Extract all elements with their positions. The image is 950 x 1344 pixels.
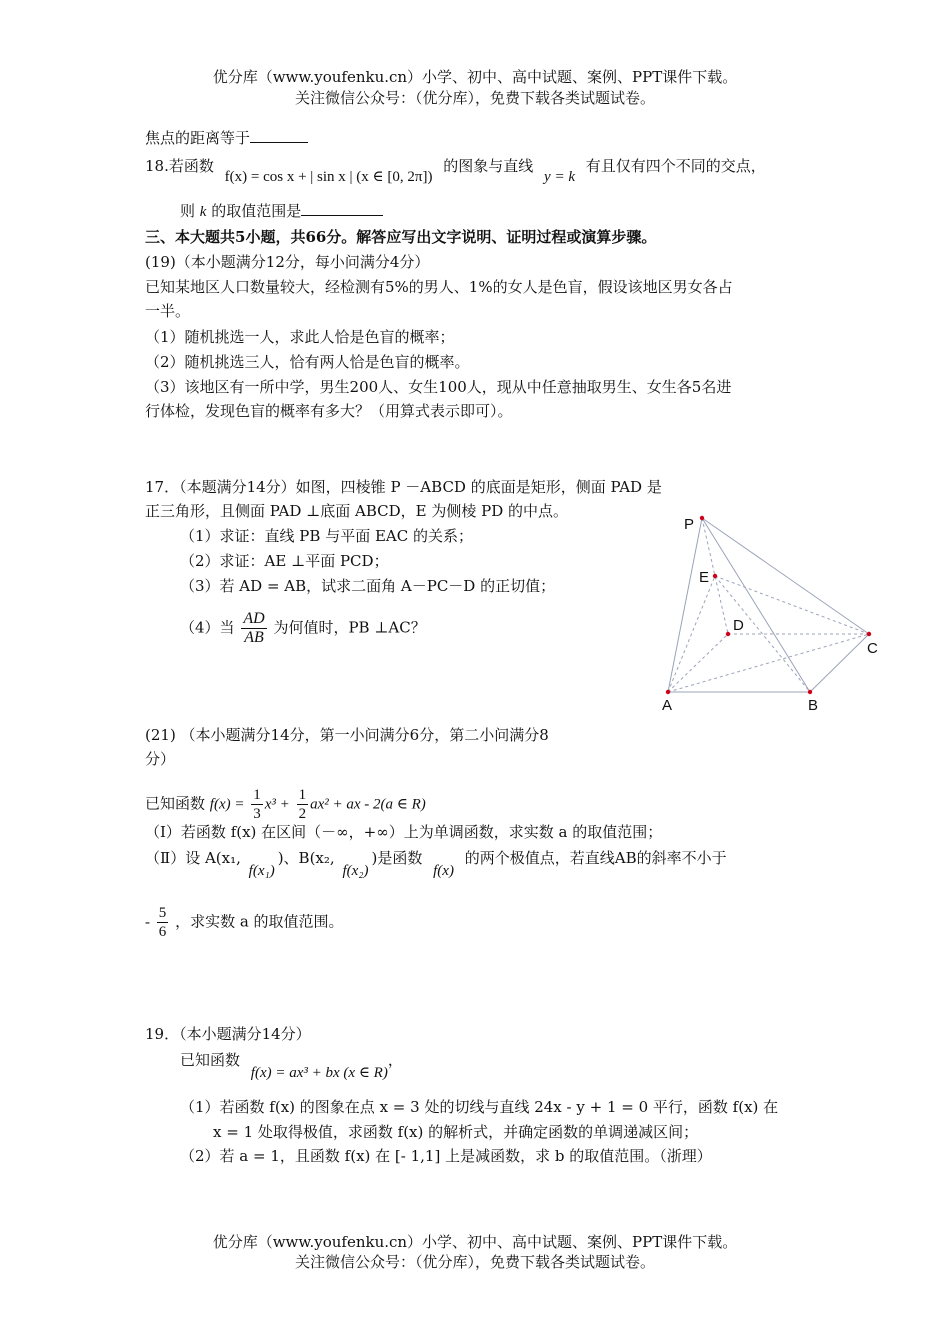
q18-line-1 [145, 156, 766, 185]
minus-sign: - [145, 914, 150, 931]
q19b-formula: f(x) = ax³ + bx (x ∈ R) [250, 1065, 388, 1081]
q21-term-1: x³ + [264, 796, 290, 813]
edge-bc [810, 634, 869, 692]
label-p: P [684, 516, 695, 533]
fraction-numerator: 1 [253, 787, 261, 803]
q21-p2-b: )、B(x₂, [277, 849, 335, 867]
q17-part-1: （1）求证：直线 PB 与平面 EAC 的关系； [180, 527, 473, 545]
q21-stem-prefix: 已知函数 [145, 794, 206, 813]
q17-line-2: 正三角形，且侧面 PAD ⊥底面 ABCD，E 为侧棱 PD 的中点。 [145, 502, 568, 520]
q21-p2-a: （Ⅱ）设 A(x₁, [145, 849, 241, 867]
ad-over-ab-fraction [241, 610, 266, 647]
q19a-stem-1: 已知某地区人口数量较大，经检测有5%的男人、1%的女人是色盲，假设该地区男女各占 [145, 278, 733, 296]
focus-text: 焦点的距离等于 [145, 129, 251, 147]
q17-line-1: 17．（本题满分14分）如图，四棱锥 P －ABCD 的底面是矩形，侧面 PAD 是 [145, 478, 662, 496]
fraction-denominator: AB [244, 629, 264, 646]
edge-ae [668, 576, 715, 692]
fraction-denominator: 6 [158, 924, 167, 940]
point-p [700, 516, 704, 520]
point-d [726, 632, 730, 636]
q21-p2-c: )是函数 [371, 849, 423, 867]
q17-part-2: （2）求证：AE ⊥平面 PCD； [180, 552, 389, 570]
fraction-denominator: 2 [298, 806, 307, 822]
q19a-part-3a: （3）该地区有一所中学，男生200人、女生100人，现从中任意抽取男生、女生各5名进 [145, 378, 732, 396]
q19b-stem-prefix: 已知函数 [180, 1051, 241, 1069]
label-d: D [733, 617, 744, 634]
q18-formula: f(x) = cos x + | sin x | (x ∈ [0, 2π]) [224, 169, 433, 185]
q21-part-1: （Ⅰ）若函数 f(x) 在区间（－∞，+∞）上为单调函数，求实数 a 的取值范围； [145, 823, 663, 841]
q19b-part-1a: （1）若函数 f(x) 的图象在点 x = 3 处的切线与直线 24x - y + 1 = 0 平行，函数 f(x) 在 [180, 1098, 779, 1116]
q19b-stem [180, 1050, 403, 1081]
q18-suffix: 有且仅有四个不同的交点， [585, 157, 766, 175]
q17-part-4-prefix: （4）当 [180, 618, 235, 637]
q21-p2-d: 的两个极值点，若直线AB的斜率不小于 [464, 849, 727, 867]
q18-line-eq: y = k [544, 169, 575, 185]
q21-p2-f1: f(x₁) [248, 863, 275, 879]
q18-line2-b: 的取值范围是 [211, 202, 302, 220]
fraction-denominator: 3 [253, 806, 261, 822]
q19a-part-2: （2）随机挑选三人，恰有两人恰是色盲的概率。 [145, 353, 470, 371]
q21-p2-f: f(x) [433, 863, 454, 879]
label-e: E [699, 569, 710, 586]
q18-line-2 [180, 201, 383, 222]
point-b [808, 690, 812, 694]
q19a-part-1: （1）随机挑选一人，求此人恰是色盲的概率； [145, 328, 455, 346]
q19a-part-3b: 行体检，发现色盲的概率有多大？（用算式表示即可）。 [145, 402, 513, 420]
q17-part-4 [180, 610, 426, 647]
fraction-numerator: 5 [158, 905, 167, 921]
q21-part-2-cont [145, 904, 344, 941]
footer-line-2: 关注微信公众号：（优分库），免费下载各类试题试卷。 [294, 1253, 655, 1271]
q18-line2-a: 则 [180, 202, 196, 220]
point-a [666, 690, 670, 694]
q21-header-2: 分） [145, 750, 176, 768]
edge-pc [702, 518, 869, 634]
q21-term-2: ax² + ax - 2(a ∈ R) [310, 796, 426, 813]
label-b: B [808, 697, 819, 714]
edge-pb [702, 518, 810, 692]
q21-part-2 [145, 848, 727, 879]
label-a: A [662, 697, 673, 714]
q19a-stem-2: 一半。 [145, 302, 191, 320]
header-line-1: 优分库（www.youfenku.cn）小学、初中、高中试题、案例、PPT课件下载。 [212, 68, 738, 86]
q19b-part-1b: x = 1 处取得极值，求函数 f(x) 的解析式，并确定函数的单调递减区间； [213, 1123, 699, 1141]
q19a-header: (19)（本小题满分12分，每小问满分4分） [145, 253, 430, 271]
one-third-fraction [251, 786, 263, 823]
one-half-fraction [297, 786, 309, 823]
point-e [713, 574, 717, 578]
q21-stem-f: f(x) = [209, 796, 245, 813]
section-3-heading: 三、本大题共5小题，共66分。解答应写出文字说明、证明过程或演算步骤。 [145, 228, 657, 246]
q18-prefix: 18.若函数 [145, 157, 214, 175]
edge-pa [668, 518, 702, 692]
answer-blank [301, 201, 383, 216]
q17-part-3: （3）若 AD = AB，试求二面角 A－PC－D 的正切值； [180, 577, 556, 595]
focus-question [145, 128, 308, 148]
q19b-part-2: （2）若 a = 1，且函数 f(x) 在 [- 1,1] 上是减函数，求 b 的取值范围。（浙理） [180, 1147, 712, 1165]
q21-header-1: (21) （本小题满分14分，第一小问满分6分，第二小问满分8 [145, 726, 549, 744]
five-sixths-fraction [157, 904, 169, 941]
q21-stem [145, 786, 426, 823]
footer-line-1: 优分库（www.youfenku.cn）小学、初中、高中试题、案例、PPT课件下载。 [212, 1233, 738, 1251]
q18-mid: 的图象与直线 [443, 157, 534, 175]
q19b-stem-suffix: ， [387, 1051, 403, 1069]
q18-k: k [199, 204, 207, 220]
q17-part-4-suffix: 为何值时，PB ⊥AC？ [273, 618, 426, 637]
q19b-header: 19．（本小题满分14分） [145, 1025, 311, 1043]
point-c [867, 632, 871, 636]
label-c: C [867, 640, 878, 657]
fraction-numerator: AD [243, 610, 265, 627]
pyramid-figure [655, 505, 895, 720]
fraction-numerator: 1 [298, 787, 307, 803]
header-line-2: 关注微信公众号：（优分库），免费下载各类试题试卷。 [294, 89, 655, 107]
q21-p3-suffix: ，求实数 a 的取值范围。 [175, 912, 344, 931]
answer-blank [250, 128, 308, 143]
q21-p2-f2: f(x₂) [342, 863, 369, 879]
